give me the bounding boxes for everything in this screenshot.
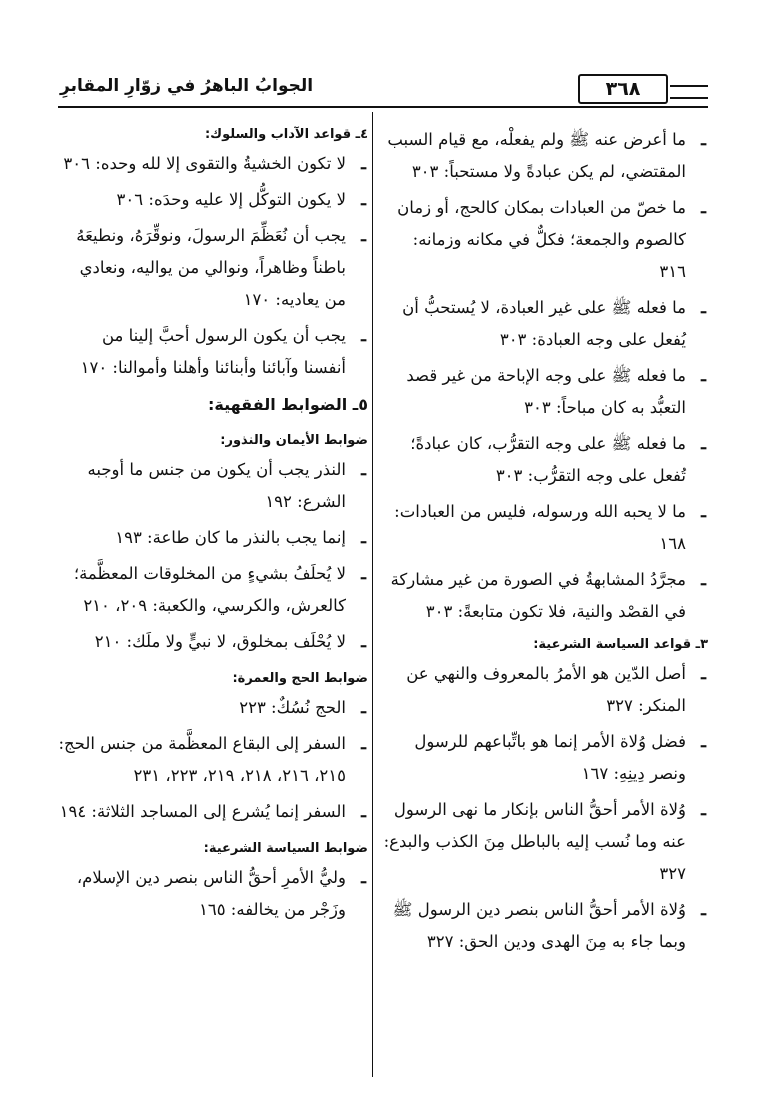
index-entry: ـ وُلاة الأمر أحقُّ الناس بنصر دين الرسول ﷺ وبما جاء به مِنَ الهدى ودين الحق: ٣٢٧ (392, 900, 706, 951)
index-entry: ـ ما فعله ﷺ على وجه التقرُّب، كان عبادةً؛ تُفعل على وجه التقرُّب: ٣٠٣ (410, 434, 706, 485)
subsection-heading: ضوابط السياسة الشرعية: (203, 841, 368, 856)
index-entry: ـ الحج نُسُكٌ: ٢٢٣ (239, 698, 366, 717)
left-column (58, 124, 368, 930)
index-entry: ـ ما أعرض عنه ﷺ ولم يفعلْه، مع قيام السبب المقتضي، لم يكن عبادةً ولا مستحباً: ٣٠٣ (387, 130, 706, 181)
index-entry: ـ وُلاة الأمر أحقُّ الناس بإنكار ما نهى الرسول عنه وما نُسب إليه بالباطل مِنَ الكذب والبدع: ٣٢٧ (383, 800, 706, 883)
section-heading: ٤ـ قواعد الآداب والسلوك: (204, 127, 368, 142)
header-ornament-lines (670, 85, 708, 99)
index-entry: ـ ما فعله ﷺ على وجه الإباحة من غير قصد التعبُّد به كان مباحاً: ٣٠٣ (406, 366, 706, 417)
subsection-heading: ضوابط الأيمان والنذور: (220, 433, 368, 448)
index-entry: ـ لا يُحْلَف بمخلوق، لا نبيٍّ ولا ملَك: ٢١٠ (94, 632, 366, 651)
right-column (383, 124, 708, 962)
index-entry: ـ مجرَّدُ المشابهةُ في الصورة من غير مشاركة في القصْد والنية، فلا تكون متابعةً: ٣٠٣ (390, 570, 706, 621)
header-rule (58, 106, 708, 108)
index-entry: ـ لا يكون التوكُّل إلا عليه وحدَه: ٣٠٦ (116, 190, 366, 209)
index-entry: ـ يجب أن يكون الرسول أحبَّ إلينا من أنفسنا وآبائنا وأبنائنا وأهلنا وأموالنا: ١٧٠ (80, 326, 366, 377)
index-entry: ـ ما لا يحبه الله ورسوله، فليس من العبادات: ١٦٨ (394, 502, 706, 553)
index-entry: ـ ما فعله ﷺ على غير العبادة، لا يُستحبُّ أن يُفعل على وجه العبادة: ٣٠٣ (402, 298, 706, 349)
subsection-heading: ضوابط الحج والعمرة: (232, 671, 368, 686)
book-title: الجوابُ الباهرُ في زوّارِ المقابرِ (60, 76, 314, 96)
index-entry: ـ النذر يجب أن يكون من جنس ما أوجبه الشرع: ١٩٢ (87, 460, 366, 511)
index-entry: ـ إنما يجب بالنذر ما كان طاعة: ١٩٣ (115, 528, 366, 547)
index-entry: ـ السفر إلى البقاع المعظَّمة من جنس الحج: ٢١٥، ٢١٦، ٢١٨، ٢١٩، ٢٢٣، ٢٣١ (58, 734, 366, 785)
index-entry: ـ لا تكون الخشيةُ والتقوى إلا لله وحده: ٣٠٦ (63, 154, 366, 173)
page-header (58, 76, 708, 104)
index-entry: ـ فضل وُلاة الأمر إنما هو باتِّباعهم للرسول ونصر دِينِهِ: ١٦٧ (414, 732, 706, 783)
section-heading: ٥ـ الضوابط الفقهية: (207, 395, 368, 414)
column-divider (372, 112, 373, 1077)
section-heading: ٣ـ قواعد السياسة الشرعية: (533, 637, 708, 652)
index-entry: ـ ما خصّ من العبادات بمكان كالحج، أو زمان كالصوم والجمعة؛ فكلٌّ في مكانه وزمانه: ٣١٦ (397, 198, 706, 281)
index-entry: ـ وليُّ الأمرِ أحقُّ الناس بنصر دين الإسلام، وزَجْر من يخالفه: ١٦٥ (76, 868, 366, 919)
index-entry: ـ لا يُحلَفُ بشيءٍ من المخلوقات المعظَّمة؛ كالعرش، والكرسي، والكعبة: ٢٠٩، ٢١٠ (73, 564, 366, 615)
index-entry: ـ يجب أن نُعَظِّمَ الرسولَ، ونوقِّرَهُ، ونطيعَهُ باطناً وظاهراً، ونوالي من يواليه، ونعادي من يعاديه: ١٧٠ (76, 226, 366, 309)
index-entry: ـ أصل الدّين هو الأمرُ بالمعروف والنهي عن المنكر: ٣٢٧ (406, 664, 706, 715)
page-number: ٣٦٨ (578, 74, 668, 104)
index-entry: ـ السفر إنما يُشرع إلى المساجد الثلاثة: ١٩٤ (59, 802, 366, 821)
